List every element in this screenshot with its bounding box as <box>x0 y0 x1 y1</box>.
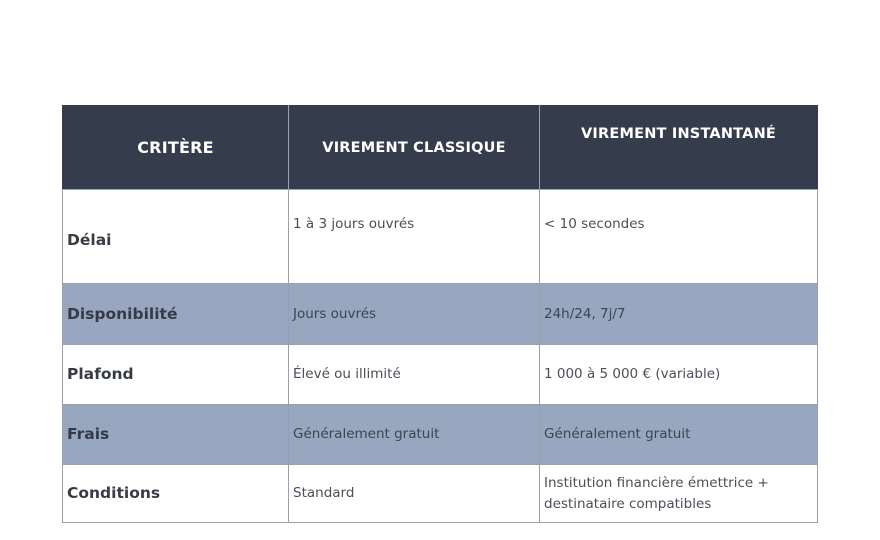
instantane-cell: Institution financière émettrice + destinataire compatibles <box>540 465 818 523</box>
classique-cell: Jours ouvrés <box>289 284 540 345</box>
classique-cell: Élevé ou illimité <box>289 345 540 405</box>
header-virement-instantane: VIREMENT INSTANTANÉ <box>540 106 818 190</box>
criterion-cell: Disponibilité <box>63 284 289 345</box>
instantane-cell: 24h/24, 7j/7 <box>540 284 818 345</box>
header-virement-classique: VIREMENT CLASSIQUE <box>289 106 540 190</box>
classique-cell: Généralement gratuit <box>289 405 540 465</box>
table-row <box>63 190 818 284</box>
instantane-cell: 1 000 à 5 000 € (variable) <box>540 345 818 405</box>
table-row <box>63 284 818 345</box>
table-header-row <box>63 106 818 190</box>
instantane-cell: < 10 secondes <box>540 190 818 284</box>
table-row <box>63 405 818 465</box>
criterion-cell: Plafond <box>63 345 289 405</box>
instantane-cell: Généralement gratuit <box>540 405 818 465</box>
criterion-cell: Frais <box>63 405 289 465</box>
classique-cell: Standard <box>289 465 540 523</box>
table-row <box>63 345 818 405</box>
comparison-table <box>62 105 818 523</box>
table-row <box>63 465 818 523</box>
criterion-cell: Conditions <box>63 465 289 523</box>
header-critere: CRITÈRE <box>63 106 289 190</box>
classique-cell: 1 à 3 jours ouvrés <box>289 190 540 284</box>
criterion-cell: Délai <box>63 190 289 284</box>
